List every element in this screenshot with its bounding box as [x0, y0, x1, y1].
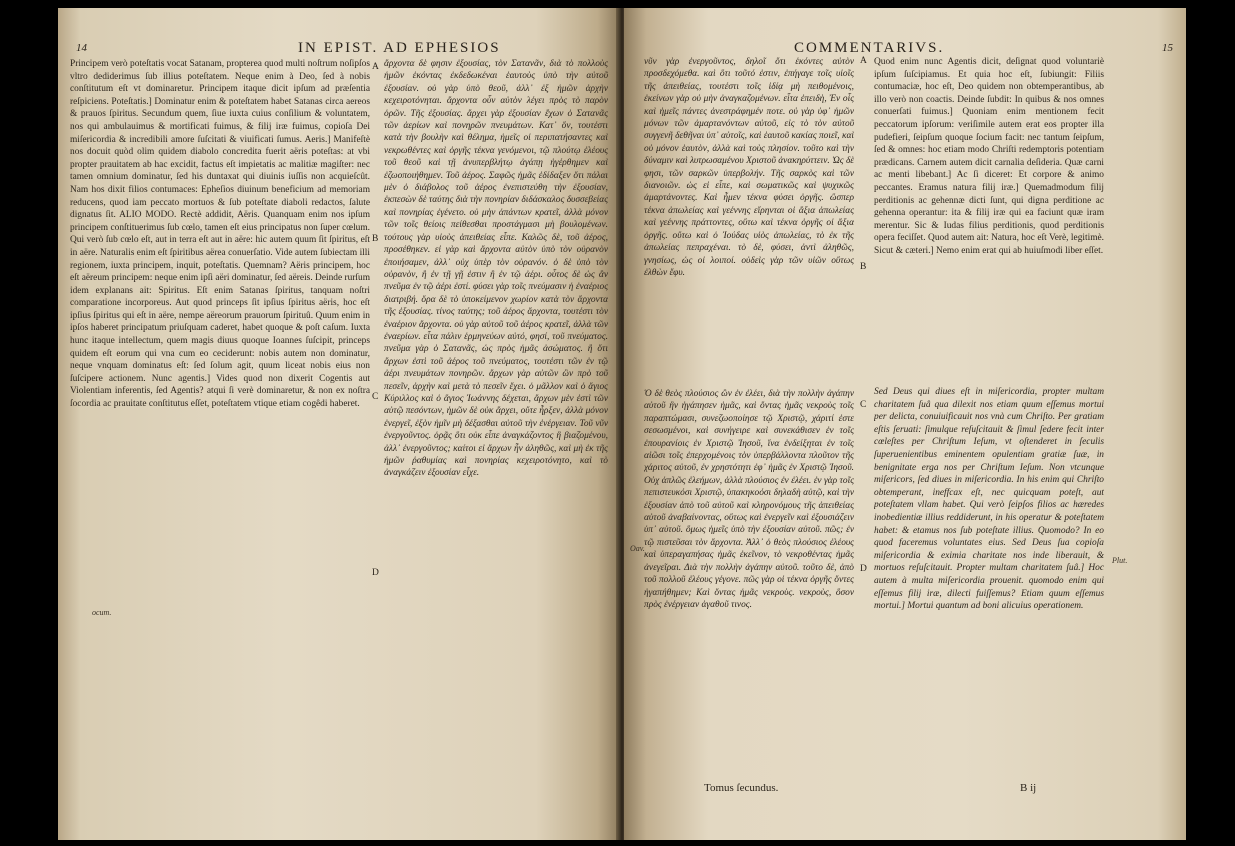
right-side-letter-a: A: [860, 56, 867, 66]
left-page: [58, 8, 620, 840]
left-latin-column: [70, 58, 370, 798]
left-greek-text: ἄρχοντα δὲ φησιν ἐξουσίας, τὸν Σατανᾶν, διὰ τὸ πολλοὺς ἡμῶν ἑκόντας ἐκδεδωκέναι ἑαυτοὺς ὑπὸ τὴν αὐτοῦ ἐξουσίαν. οὐ γὰρ ὑπὸ θεοῦ, ἀλλ᾽ ἐξ ἡμῶν ἀρχὴν κεχειροτόνηται. ἄρχοντα οὖν αὐτὸν λέγει πρὸς τὸ παρὸν ὁρῶν. Τῆς ἐξουσίας. ἄρχει γὰρ ἐξουσίαν ἔχων ὁ Σατανᾶς τῶν ἀερίων καὶ πονηρῶν πνευμάτων. Κατ᾽ ὅν, τουτέστι κατὰ τὴν βουλὴν καὶ θέλημα, ἡμεῖς οἱ περιπατήσαντες καὶ νεκρωθέντες καὶ ὀργῆς τέκνα γενόμενοι, τῷ πλούτῳ ἐλέους τοῦ θεοῦ καὶ τῇ ἀνυπερβλήτῳ ἀγάπῃ ἠγέρθημεν καὶ ἐζωοποιήθημεν. Τοῦ ἀέρος. Σαφῶς ἡμᾶς ἐδίδαξεν ὅτι πάλαι μὲν ὁ διάβολος τοῦ ἀέρος ἐνεπιστεύθη τὴν ἐξουσίαν, ἐκπεσὼν δὲ ταύτης διὰ τὴν πονηρίαν διδάσκαλος δυσσεβείας καὶ πονηρίας ἐγένετο. οὐ μὴν ἁπάντων κρατεῖ, ἀλλὰ μόνον τῶν τοῖς θείοις πείθεσθαι προστάγμασι μὴ βουλομένων. τούτους γὰρ υἱοὺς ἀπειθείας εἶπε. Καλῶς δὲ, τοῦ ἀέρος, προσέθηκεν. εἰ γὰρ καὶ ἄρχοντα αὐτὸν ὑπὸ τὸν οὐρανὸν ἐποιήσαμεν, ἀλλ᾽ οὐχ ὑπὲρ τὸν οὐρανόν. ὁ δὲ ὑπὸ τὸν οὐρανὸν, ἢ ἐν τῇ γῇ ἐστιν ἢ ἐν τῷ ἀέρι. οὗτος δὲ ὡς ἂν πνεῦμα ἐν τῷ ἀέρι ἐστί. φύσει γὰρ τοῖς πνεύμασιν ἡ ἐναέριος διατριβή. ὅρα δὲ τὸ ὑποκείμενον χωρίον κατὰ τὸν ἄρχοντα τῆς ἐξουσίας. τίνος ταύτης; τοῦ ἀέρος ἄρχοντα, τουτέστι τὸν ἐναέριον ἄρχοντα. οὐ γὰρ αὐτοῦ τοῦ ἀέρος κρατεῖ, ἀλλὰ τῶν ἐναερίων. εἶτα πάλιν ἑρμηνεύων αὐτό, φησί, τοῦ πνεύματος. πνεῦμα γὰρ ὁ Σατανᾶς, ὡς πρὸς ἡμᾶς ἀσώματος. ἢ ὅτι ἄρχων ἐστὶ τοῦ ἀέρος τοῦ πνεύματος, τουτέστι τῶν ἐν τῷ ἀέρι πνευμάτων πονηρῶν. ἄρχων γὰρ αὐτῶν ὢν πρὸ τοῦ πεσεῖν, ἀρχὴν καὶ μετὰ τὸ πεσεῖν ἔχει. ὁ μᾶλλον καὶ ὁ ἅγιος Κύριλλος καὶ ὁ ἅγιος Ἰωάννης δέχεται, ἄρχων μὲν ἐστὶ τῶν αὐτῷ πεσόντων, ἡμῶν δὲ οὐκ ἄρχει, οὔτε ἦρξεν, ἀλλὰ μόνον ἐνεργεῖ, ἐξὸν ἡμῖν μὴ δέξασθαι αὐτοῦ τὴν ἐνέργειαν. Τοῦ νῦν ἐνεργοῦντος. ὁρᾷς ὅτι οὐκ εἶπε ἀναγκάζοντος ἢ βιαζομένου, ἀλλ᾽ ἐνεργοῦντος; καίτοι εἰ ἄρχων ἦν ἀληθῶς, καὶ μὴ ἐκ τῆς ἡμῶν ῥαθυμίας καὶ πονηρίας κεχειροτόνητο, καὶ τὸ ἀναγκάζειν ἐξουσίαν εἶχε.: [384, 59, 608, 479]
right-side-letter-c: C: [860, 400, 867, 410]
open-book: [58, 8, 1186, 840]
right-greek-bottom-column: [644, 388, 854, 768]
catchword: Tomus ſecundus.: [704, 782, 779, 794]
side-letter-d: D: [372, 568, 379, 578]
signature-mark: B ij: [1020, 782, 1037, 794]
left-greek-column: [384, 58, 608, 758]
right-side-letter-b: B: [860, 262, 867, 272]
right-page: [624, 8, 1186, 840]
side-letter-b: B: [372, 234, 379, 244]
right-latin-bottom-column: [874, 386, 1104, 776]
left-latin-text: Principem verò poteſtatis vocat Satanam, propterea quod multi noſtrum noſipſos vltro dediderimus ſub illius poteſtatem. Neque enim à Deo, ſed à nobis conſtitutum eſt vt dominaretur. Principem itaque dicit ipſum ad præſentia reſpiciens. Poteſtatis.] Dominatur enim & poteſtatem habet Satanas circa aereos & prauos ſpiritus. Secundum quem, ſiue iuxta cuius conſilium & voluntatem, nos qui ambulauimus & mortificati fuimus, & filij iræ fuimus, copioſa Dei miſericordia & incredibili amore ſuſcitati & viuificati ſumus. Aeris.] Manifeſtè nos docuit quòd olim quidem diabolo concredita fuerit aëris poteſtas: at vbi propter prauitatem ab hac excidit, factus eſt impietatis ac malitiæ magiſter: nec tamen omnium dominatur, ſed his duntaxat qui diuinis iuſſis non acquieſcût. Nam hos dixit filios contumaces: Epheſios diuinum beneficium ad memoriam reducens, quod iam peccato mortuos & ſub poteſtate diaboli redactos, ſalute dignatus ſit. ALIO MODO. Rectè addidit, Aëris. Quanquam enim nos ipſum principem conſtituerimus ſub cœlo, tamen eſt eius principatus non ſuper cœlum. Qui verò ſub cœlo eſt, aut in terra eſt aut in aëre: hic autem quum ſit ſpiritus, eſt in aëre. Naturalis enim eſt ſpiritibus aërea conuerſatio. Vide autem ſubiectam illi regionem, iuxta principem, inquit, poteſtatis. Quemnam? Aëris principem, hoc eſt aëreum principem: neque enim ipſi aëri dominatur, ſed aëreis. Deinde rurſum idem explanans ait: Spiritus. Eſt enim Satanas ſpiritus, tanquam noſtri comparatione incorporeus. Aut quod princeps ſit ipſius ſpiritus aëris, hoc eſt ipſius ſpiritus qui eſt in aëre, nempe aëreorum prauorum ſpirituû. Quum enim in ipſos haberet principatum priuſquam caderet, habet quoque & poſt caſum. Iuxta hunc itaque intellectum, quem magis diuus quoque Ioannes ſuſcipit, princeps quidem eſt eorum qui vna cum eo ceciderunt: nobis autem non dominatur, neque vnquam dominatus eſt: ſed ſolum agit, quum liceat nobis eius non ſuſcipere actionem. Nunc agentis.] Vides quod non dixerit Cogentis aut Violentiam inferentis, ſed Agentis? atqui ſi verè dominaretur, & non ex noſtra ſocordia ac prauitate conſtitutus eſſet, poteſtatem vtique etiam cogêdi haberet.: [70, 59, 370, 410]
right-margin-note-right: Plut.: [1112, 556, 1128, 565]
left-margin-note: ocum.: [92, 608, 112, 617]
right-latin-bottom-text: Sed Deus qui diues eſt in miſericordia, propter multam charitatem ſuâ qua dilexit nos etiam quum eſſemus mortui per delicta, conuiuificauit nos vnà cum Chriſto. Per gratiam eſtis ſeruati: ſimulque reſuſcitauit & ſimul ſedere fecit inter cœleſtes per Chriſtum Ieſum, vt oſtenderet in ſeculis ſuperuenientibus eminentem opulentiam gratiæ ſuæ, in benignitate erga nos per Chriſtum Ieſum. Non vtcunque miſericors, ſed diues in miſericordia. In his enim qui Chriſto obtemperant, ineffcax eſt, nec quicquam poteſt, aut poteſtatem vllam habet. Qui verò ſeipſos filios ac hæredes inobedientiæ illius reddiderunt, in his operatur & poteſtatem habet: & etamus nos ſub poteſtate illius. Quomodo? In eo quod faceremus voluntates eius. Sed Deus ſua copioſa miſericordia & eximia charitate nos inde liberauit, & mortuos reſuſcitauit. Propter multam charitatem ſuâ.] Hoc autem à multa miſericordia prouenit. quomodo enim qui eſſemus filij iræ, dilecti fuiſſemus? Etiam quum eſſemus mortui.] Mortui quantum ad boni alicuius operationem.: [874, 387, 1104, 612]
right-running-head: COMMENTARIVS.: [794, 40, 945, 56]
right-greek-bottom-text: Ὁ δὲ θεὸς πλούσιος ὢν ἐν ἐλέει, διὰ τὴν πολλὴν ἀγάπην αὐτοῦ ἣν ἠγάπησεν ἡμᾶς, καὶ ὄντας ἡμᾶς νεκροὺς τοῖς παραπτώμασι, συνεζωοποίησε τῷ Χριστῷ, χάριτί ἐστε σεσωσμένοι, καὶ συνήγειρε καὶ συνεκάθισεν ἐν τοῖς ἐπουρανίοις ἐν Χριστῷ Ἰησοῦ, ἵνα ἐνδείξηται ἐν τοῖς αἰῶσι τοῖς ἐπερχομένοις τὸν ὑπερβάλλοντα πλοῦτον τῆς χάριτος αὐτοῦ, ἐν χρηστότητι ἐφ᾽ ἡμᾶς ἐν Χριστῷ Ἰησοῦ. Οὐχ ἁπλῶς ἐλεήμων, ἀλλὰ πλούσιος ἐν ἐλέει. ἐν γὰρ τοῖς πεπιστευκόσι Χριστῷ, ὑπακηκοόσι δηλαδὴ αὐτῷ, καὶ τὴν ἐξουσίαν ἀπὸ τοῦ αὐτοῦ καὶ κληρονόμους τῆς ἀπειθείας αὐτοῦ ἀναβαίνοντας, οὕτως καὶ ἐνεργεῖν καὶ ἐξουσιάζειν ὑπ᾽ αὐτοῦ. ὅμως ἡμεῖς ὑπὸ τὴν ἐξουσίαν αὐτοῦ. πῶς; ἐν τῷ πιστεῦσαι τὸν ἄρχοντα. Ἀλλ᾽ ὁ θεὸς πλούσιος ἐλέους καὶ ὑπεραγαπήσας ἡμᾶς ἐκεῖνον, τὸ νεκροθέντας ἡμᾶς ἀνεγεῖραι. Διὰ τὴν πολλὴν ἀγάπην αὐτοῦ. τοῦτο δὲ, ἀπὸ τοῦ πολλοῦ ἐλέους γέγονε. πῶς γὰρ οἱ τέκνα ὀργῆς ὄντες ἠγαπήθημεν; Καὶ ὄντας ἡμᾶς νεκροὺς. νεκροὺς, ὅσον πρὸς ἐνέργειαν ἀγαθοῦ τινος.: [644, 389, 854, 610]
right-margin-note-left: Oav.: [630, 544, 645, 553]
side-letter-c: C: [372, 392, 379, 402]
right-side-letter-d: D: [860, 564, 867, 574]
right-page-number: 15: [1162, 42, 1173, 54]
right-greek-top-text: νῦν γὰρ ἐνεργοῦντος, δηλοῖ ὅτι ἑκόντες αὐτὸν προσδεχόμεθα. καὶ ὅτι τοῦτό ἐστιν, ἐπήγαγε τοῖς υἱοῖς τῆς ἀπειθείας, τουτέστι τοῖς ἰδίᾳ μὴ πειθομένοις, ἐκείνων γὰρ οὐ μὴν ἀναγκαζομένων. εἶτα ἐπειδὴ, Ἐν οἷς καὶ ἡμεῖς πάντες ἀνεστράφημέν ποτε. οὐ γὰρ ὑφ᾽ ἡμῶν μόνων τῶν ἁμαρτανόντων αὐτοῦ, εἰς τὸ τὸν αὐτοῦ συγγενῆ δεθῆναι ὑπ᾽ αὐτοῖς, καὶ ἑαυτοῦ κακίας ποιεῖ, καὶ οὐ μόνον ἑαυτὸν, ἀλλὰ καὶ τοὺς πλησίον. τοῦτο καὶ τὴν δύναμιν καὶ λυτρωσαμένου Χριστοῦ ἀνακηρύττειν. Ὡς δὲ φησι, τῶν σαρκῶν ὑπερβολήν. Τῆς σαρκὸς καὶ τῶν διανοιῶν. ὡς εἰ εἶπε, καὶ σωματικῶς καὶ ψυχικῶς ἁμαρτάνοντες. Καὶ ἦμεν τέκνα φύσει ὀργῆς. ὥσπερ τέκνα ἀπωλείας καὶ γεέννης εἴρηνται οἱ ἄξια ἀπωλείας καὶ γεέννης πράττοντες, οὕτω καὶ τέκνα ὀργῆς οἱ ἄξια ὀργῆς. οὕτω καὶ ὁ Ἰούδας υἱὸς ἀπωλείας, τὸ ἐκ τῆς ἀπωλείας πεπραχέναι. τὸ δὲ, φύσει, ἀντὶ ἀληθῶς, γνησίως, ὡς οἱ λοιποί. οὐδεὶς γὰρ τῶν υἱῶν οὕτως ἐλθὼν ἔφυ.: [644, 57, 854, 278]
right-latin-top-text: Quod enim nunc Agentis dicit, deſignat quod voluntariè ipſum ſuſcipiamus. Et quia hoc eſt, ſubiungit: Filiis contumaciæ, hoc eſt, Deo quidem non obtemperantibus, ab illo verò non coactis. Deinde ſubdit: In quibus & nos omnes conuerſati fuimus.] Quoniam enim mentionem fecit peccatorum ipſorum: veriſimile autem erat eos propter illa pudefieri, ſeipſum quoque ſocium facit: nec tantum ſeipſum, ſed & omnes: hoc etiam modo Chriſti redemptoris potentiam prædicans. Carnem autem dicit carnalia deſideria. Quæ carni ac menti libebant.] Ac ſi diceret: Et corpore & animo peccantes. Eramus natura filij iræ.] Quemadmodum filij perditionis ac gehennæ dicti ſunt, qui digna perditione ac gehenna operantur: ita & filij iræ qui ea faciunt quæ iram merentur. Sic & Iudas filius perditionis, quod perditionis opera feciſſet. Quod autem ait: Natura, hoc eſt Verè, legitimè. Sicut & cæteri.] Nemo enim erat qui ab huiuſmodi liber eſſet.: [874, 57, 1104, 256]
left-page-number: 14: [76, 42, 87, 54]
right-latin-top-column: [874, 56, 1104, 356]
side-letter-a: A: [372, 62, 379, 72]
left-running-head: IN EPIST. AD EPHESIOS: [298, 40, 501, 56]
right-greek-top-column: [644, 56, 854, 356]
